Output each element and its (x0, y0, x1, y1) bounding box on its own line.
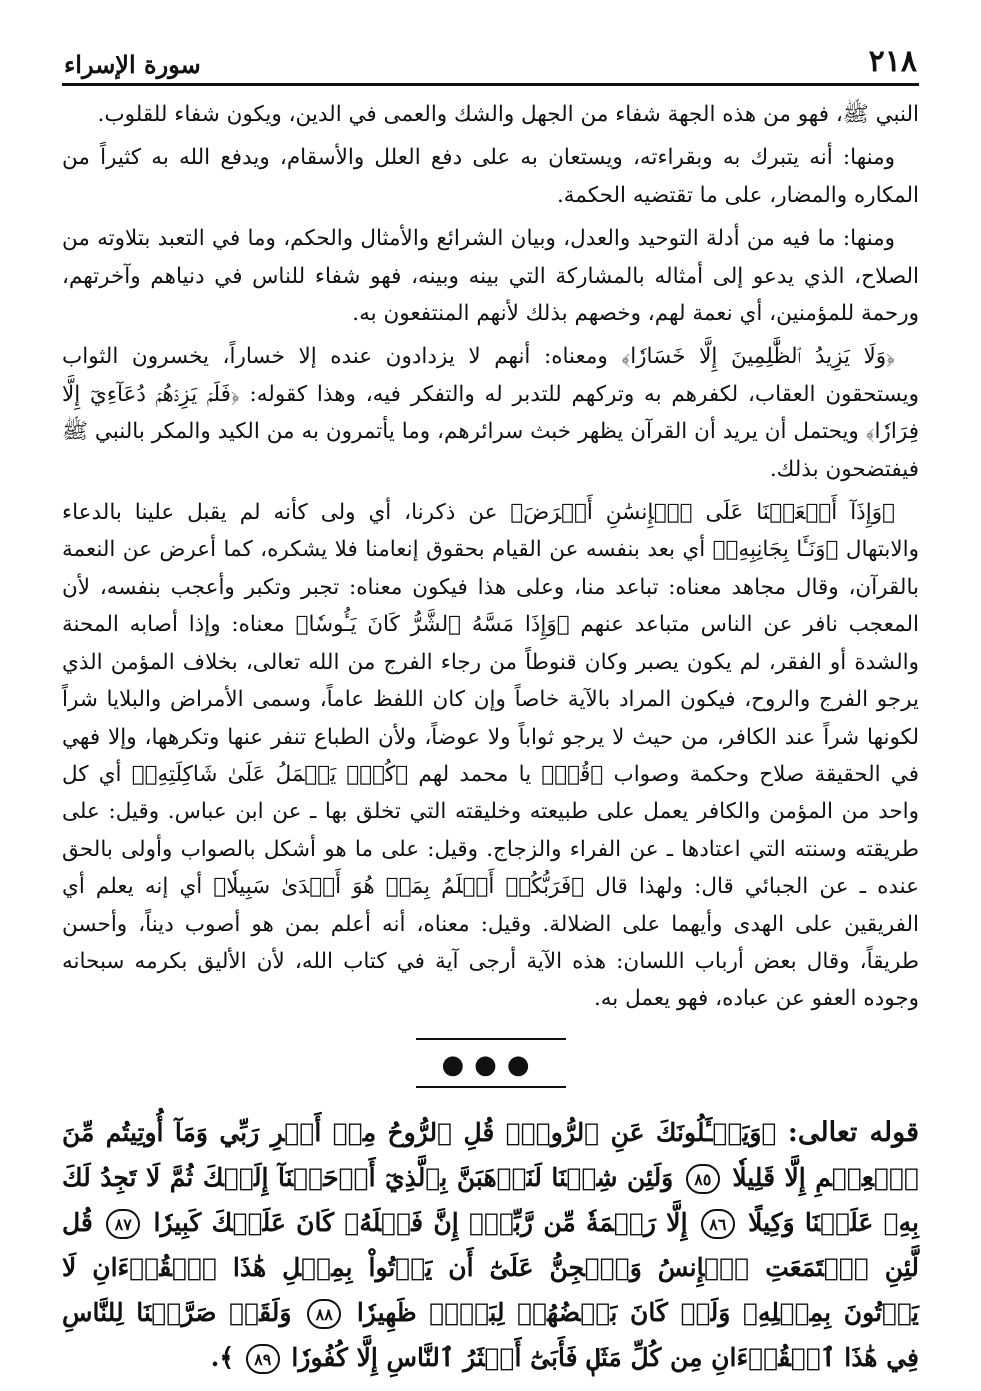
verse-text: ﴿وَيَسۡـَٔلُونَكَ عَنِ ٱلرُّوحِۖ قُلِ ٱلرُّوحُ مِنۡ أَمۡرِ رَبِّي وَمَآ أُوتِيتُم مِّنَ ٱلۡعِلۡمِ إِلَّا قَلِيلٗا (62, 1117, 919, 1192)
verse-text: إِلَّا رَحۡمَةٗ مِّن رَّبِّكَۚ إِنَّ فَضۡلَهُۥ كَانَ عَلَيۡكَ كَبِيرٗا (153, 1207, 688, 1237)
divider-line (416, 1086, 566, 1088)
verse-text: وَلَئِن شِئۡنَا لَنَذۡهَبَنَّ بِٱلَّذِيٓ أَوۡحَيۡنَآ إِلَيۡكَ ثُمَّ لَا تَجِدُ لَكَ بِهِۦ عَلَيۡنَا وَكِيلًا (62, 1162, 919, 1237)
verse-text: قُل لَّئِنِ ٱجۡتَمَعَتِ ٱلۡإِنسُ وَٱلۡجِنُّ عَلَىٰٓ أَن يَأۡتُواْ بِمِثۡلِ هَٰذَا ٱلۡقُرۡءَانِ لَا يَأۡتُونَ بِمِثۡلِهِۦ وَلَوۡ كَانَ بَعۡضُهُمۡ لِبَعۡضٖ ظَهِيرٗا (62, 1207, 919, 1327)
quran-verses (62, 1110, 919, 1380)
page-number: ٢١٨ (868, 44, 917, 79)
paragraph: ﴿وَلَا يَزِيدُ ٱلظَّٰلِمِينَ إِلَّا خَسَارٗا﴾ ومعناه: أنهم لا يزدادون عنده إلا خساراً، يخسرون الثواب ويستحقون العقاب، لكفرهم به وتركهم للتدبر له والتفكر فيه، وهذا كقوله: ﴿فَلَمۡ يَزِدۡهُمۡ دُعَآءِيٓ إِلَّا فِرَارٗا﴾ ويحتمل أن يريد أن القرآن يظهر خبث سرائرهم، وما يأتمرون به من الكيد والمكر بالنبي ﷺ فيفتضحون بذلك. (62, 344, 919, 482)
surah-title: سورة الإسراء (64, 50, 201, 79)
ayah-number: ٨٧ (106, 1209, 140, 1239)
paragraph: النبي ﷺ، فهو من هذه الجهة شفاء من الجهل والشك والعمى في الدين، ويكون شفاء للقلوب. (97, 102, 919, 127)
verse-text: وَلَقَدۡ صَرَّفۡنَا لِلنَّاسِ فِي هَٰذَا ٱلۡقُرۡءَانِ مِن كُلِّ مَثَلٖ فَأَبَىٰٓ أَكۡثَرُ ٱلنَّاسِ إِلَّا كُفُورٗا (62, 1297, 919, 1372)
paragraph: ومنها: ما فيه من أدلة التوحيد والعدل، وبيان الشرائع والأمثال والحكم، وما في التعبد بتلاوته من الصلاح، الذي يدعو إلى أمثاله بالمشاركة التي بينه وبينه، فهو شفاء للناس في دنياهم وآخرتهم، ورحمة للمؤمنين، أي نعمة لهم، وخصهم بذلك لأنهم المنتفعون به. (62, 226, 919, 327)
paragraph: ومنها: أنه يتبرك به وبقراءته، ويستعان به على دفع العلل والأسقام، ويدفع الله به كثيراً من المكاره والمضار، على ما تقتضيه الحكمة. (62, 145, 919, 208)
verse-intro-label: قوله تعالى: (787, 1116, 920, 1148)
ayah-number: ٨٦ (701, 1209, 735, 1239)
ayah-number: ٨٩ (246, 1344, 280, 1374)
divider-dots: ●●● (441, 1049, 540, 1080)
divider-line (416, 1038, 566, 1040)
paragraph: ﴿وَإِذَآ أَنۡعَمۡنَا عَلَى ٱلۡإِنسَٰنِ أَعۡرَضَ﴾ عن ذكرنا، أي ولى كأنه لم يقبل علينا بالدعاء والابتهال ﴿وَنَـَٔا بِجَانِبِهِۦ﴾ أي بعد بنفسه عن القيام بحقوق إنعامنا فلا يشكره، كما أعرض عن النعمة بالقرآن، وقال مجاهد معناه: تباعد منا، وعلى هذا فيكون معناه: تجبر وتكبر وأعجب بنفسه، لأن المعجب نافر عن الناس متباعد عنهم ﴿وَإِذَا مَسَّهُ ٱلشَّرُّ كَانَ يَـُٔوسٗا﴾ معناه: وإذا أصابه المحنة والشدة أو الفقر، لم يكون يصبر وكان قنوطاً من رجاء الفرج من الله تعالى، بخلاف المؤمن الذي يرجو الفرج والروح، فيكون المراد بالآية خاصاً وإن كان اللفظ عاماً، وسمى الأمراض والبلايا شراً لكونها شراً عند الكافر، من حيث لا يرجو ثواباً ولا عوضاً، ولأن الطباع تنفر عنها وتكرهها، وإلا فهي في الحقيقة صلاح وحكمة وصواب ﴿قُلۡ﴾ يا محمد لهم ﴿كُلّٞ يَعۡمَلُ عَلَىٰ شَاكِلَتِهِۦ﴾ أي كل واحد من المؤمن والكافر يعمل على طبيعته وخليقته التي تخلق بها ـ عن ابن عباس. وقيل: على طريقته وسنته التي اعتادها ـ عن الفراء والزجاج. وقيل: على ما هو أشكل بالصواب وأولى بالحق عنده ـ عن الجبائي قال: ولهذا قال ﴿فَرَبُّكُمۡ أَعۡلَمُ بِمَنۡ هُوَ أَهۡدَىٰ سَبِيلٗا﴾ أي إنه يعلم أي الفريقين على الهدى وأيهما على الضلالة. وقيل: معناه، أنه أعلم بمن هو أصوب ديناً، وأحسن طريقاً، وقال بعض أرباب اللسان: هذه الآية أرجى آية في كتاب الله، لأن الأليق بكرمه سبحانه وجوده العفو عن عباده، فهو يعمل به. (62, 500, 919, 1012)
commentary-text (62, 96, 919, 1018)
verse-closing: ﴾. (210, 1342, 234, 1372)
section-divider (416, 1038, 566, 1088)
ayah-number: ٨٨ (307, 1299, 341, 1329)
page-header (62, 38, 919, 86)
ayah-number: ٨٥ (686, 1164, 720, 1194)
